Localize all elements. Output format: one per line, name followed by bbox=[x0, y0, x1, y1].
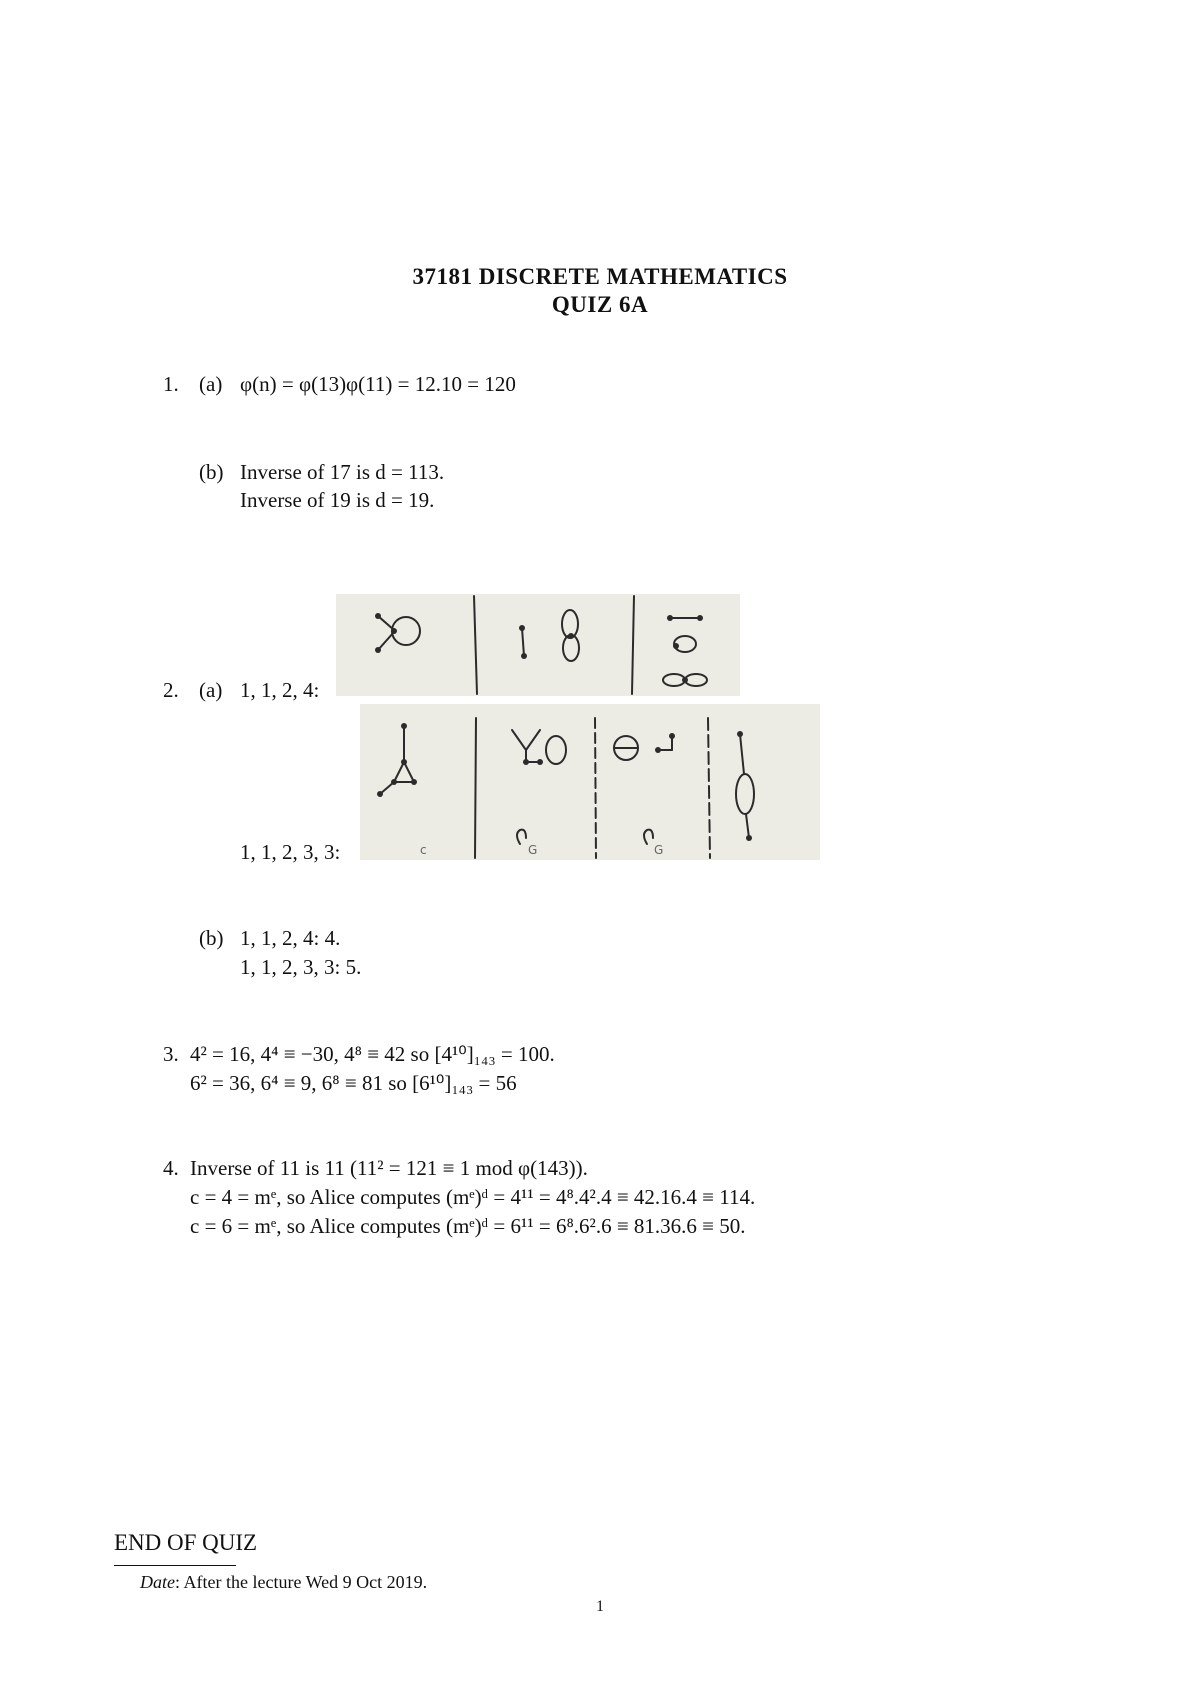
q1b-line1: Inverse of 17 is d = 113. bbox=[240, 460, 445, 484]
q2a-seq2: 1, 1, 2, 3, 3: bbox=[240, 840, 341, 864]
quiz-title: QUIZ 6A bbox=[551, 292, 649, 317]
graph-sketches-photo-2 bbox=[360, 704, 820, 860]
q1-number: 1. bbox=[163, 372, 179, 396]
q3-line1: 4² = 16, 4⁴ ≡ −30, 4⁸ ≡ 42 so [4¹⁰]₁₄₃ = 100. bbox=[190, 1042, 555, 1066]
q4-line1: Inverse of 11 is 11 (11² = 121 ≡ 1 mod φ(143)). bbox=[190, 1156, 588, 1180]
q1a-text: φ(n) = φ(13)φ(11) = 12.10 = 120 bbox=[240, 372, 516, 396]
q4-line3: c = 6 = mᵉ, so Alice computes (mᵉ)ᵈ = 6¹¹ = 6⁸.6².6 ≡ 81.36.6 ≡ 50. bbox=[190, 1214, 746, 1238]
date-note bbox=[140, 1572, 427, 1593]
q3-line2: 6² = 36, 6⁴ ≡ 9, 6⁸ ≡ 81 so [6¹⁰]₁₄₃ = 56 bbox=[190, 1071, 517, 1095]
graph-sketches-drawing-2 bbox=[360, 704, 820, 860]
photo2-label-3: G bbox=[654, 843, 664, 857]
q1b-label: (b) bbox=[199, 460, 224, 484]
q2-number: 2. bbox=[163, 678, 179, 702]
q2a-seq1: 1, 1, 2, 4: bbox=[240, 678, 320, 702]
graph-sketches-photo-1 bbox=[336, 594, 740, 696]
date-text: : After the lecture Wed 9 Oct 2019. bbox=[175, 1572, 428, 1592]
photo2-label-2: G bbox=[528, 843, 538, 857]
q4-line2: c = 4 = mᵉ, so Alice computes (mᵉ)ᵈ = 4¹¹ = 4⁸.4².4 ≡ 42.16.4 ≡ 114. bbox=[190, 1185, 756, 1209]
q2a-label: (a) bbox=[199, 678, 223, 702]
page-number: 1 bbox=[596, 1598, 604, 1615]
photo2-label-1: c bbox=[420, 843, 427, 857]
end-of-quiz: END OF QUIZ bbox=[114, 1530, 258, 1555]
footnote-rule bbox=[114, 1565, 236, 1566]
q1b-line2: Inverse of 19 is d = 19. bbox=[240, 488, 435, 512]
q4-number: 4. bbox=[163, 1156, 179, 1180]
q2b-label: (b) bbox=[199, 926, 224, 950]
q1a-label: (a) bbox=[199, 372, 223, 396]
course-title: 37181 DISCRETE MATHEMATICS bbox=[412, 264, 788, 289]
graph-sketches-drawing-1 bbox=[336, 594, 740, 696]
q3-number: 3. bbox=[163, 1042, 179, 1066]
q2b-line2: 1, 1, 2, 3, 3: 5. bbox=[240, 955, 362, 979]
date-label: Date bbox=[140, 1572, 175, 1592]
q2b-line1: 1, 1, 2, 4: 4. bbox=[240, 926, 341, 950]
